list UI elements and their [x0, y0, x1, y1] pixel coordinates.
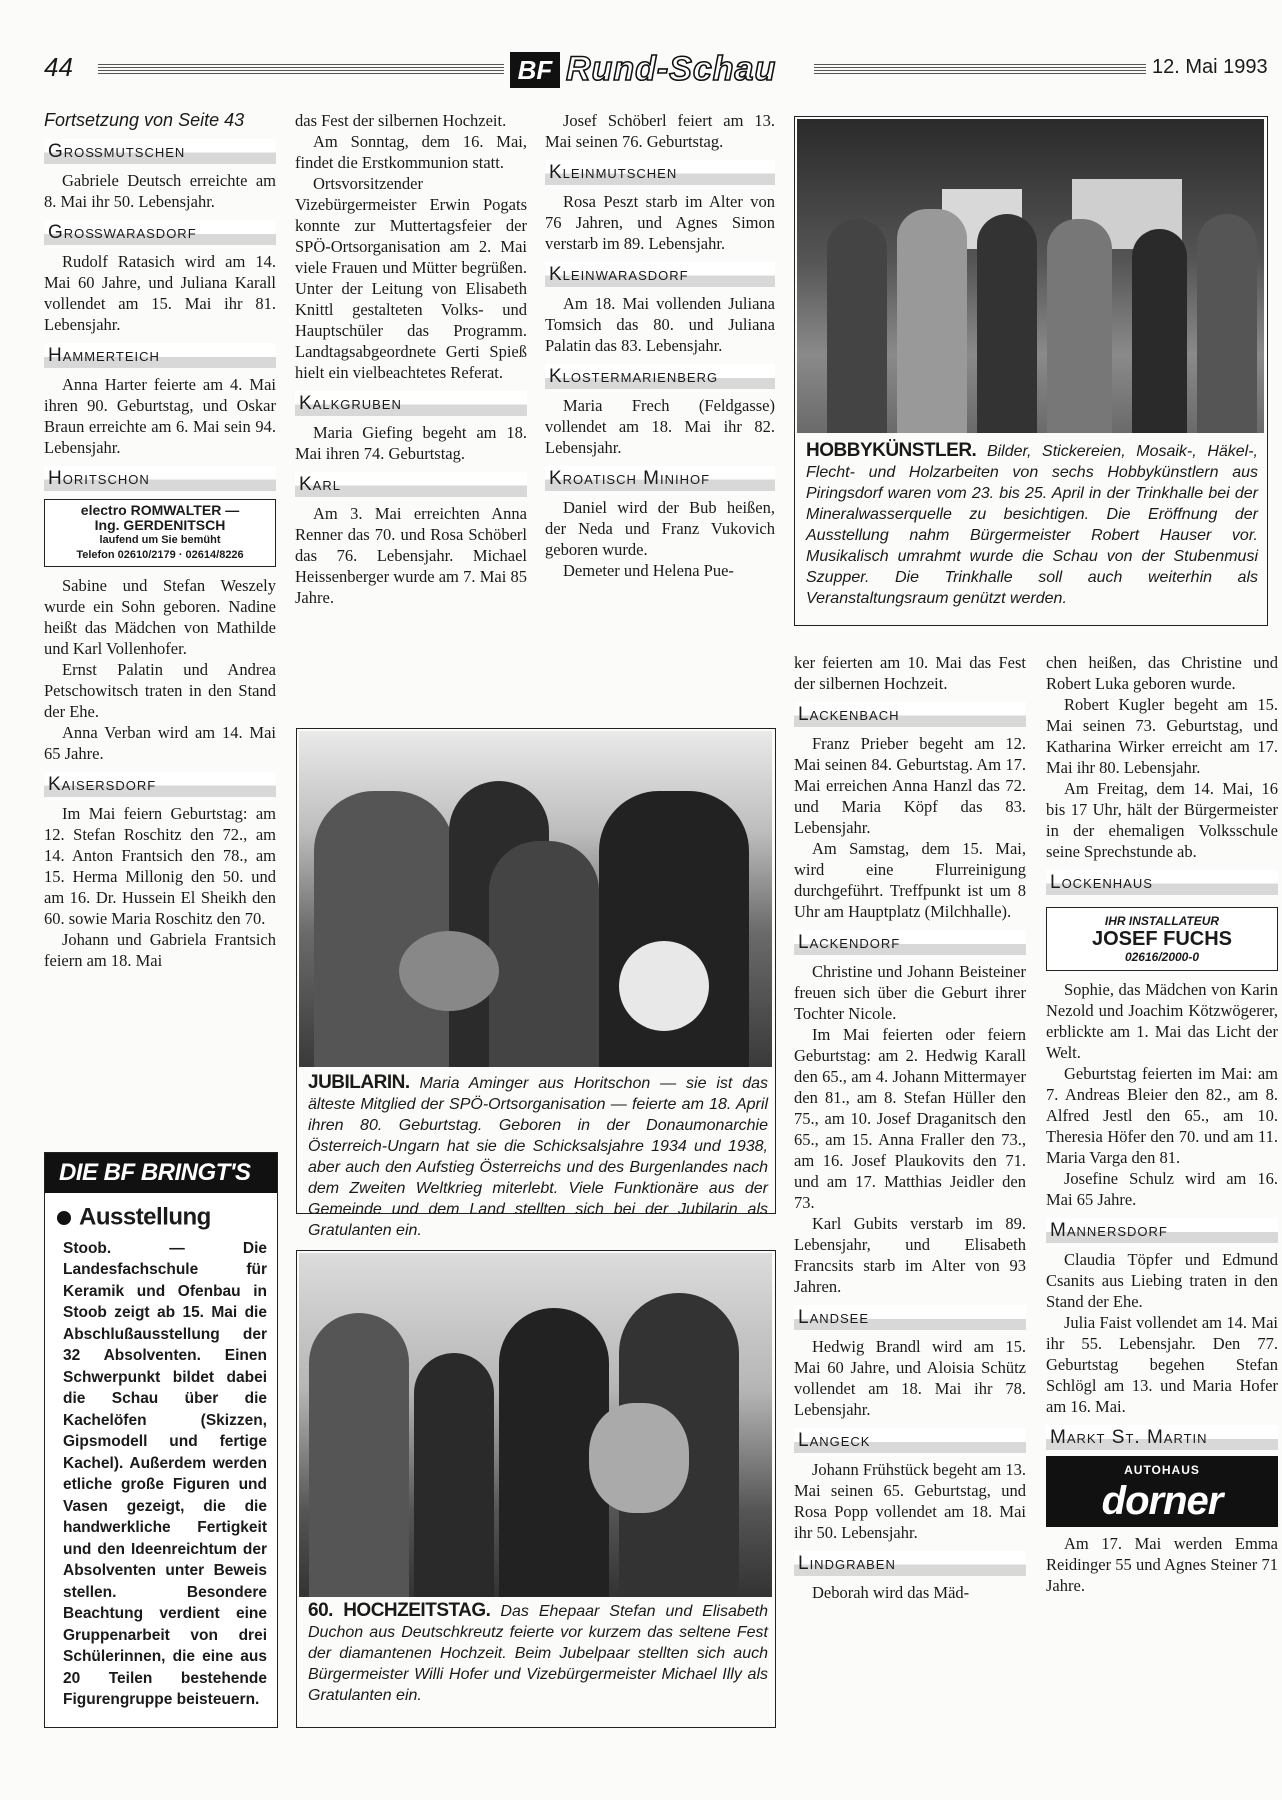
heading-hammerteich: Hammerteich [44, 343, 276, 368]
paragraph: Gabriele Deutsch erreichte am 8. Mai ihr 50. Lebensjahr. [44, 171, 276, 211]
column-5 [1046, 652, 1278, 1596]
hochzeit-photo [299, 1253, 772, 1597]
caption-lead: JUBILARIN. [308, 1072, 410, 1093]
paragraph: Ernst Palatin und Andrea Petschowitsch traten in den Stand der Ehe. [44, 660, 276, 721]
ad-line: JOSEF FUCHS [1091, 928, 1233, 950]
caption-text: Das Ehepaar Stefan und Elisabeth Duchon aus Deutschkreutz feierte vor kurzem das seltene Fest der diamantenen Hochzeit. Beim Jubelpaar stellten sich auch Bürgermeister Willi Hofer und Vizebürgermeister Michael Illy als Gratulanten ein. [308, 1603, 768, 1704]
ad-line: Telefon 02610/2179 · 02614/8226 [76, 549, 244, 561]
photo-person [977, 214, 1037, 433]
masthead-title: Rund-Schau [566, 50, 777, 88]
paragraph: Johann Frühstück begeht am 13. Mai seinen 65. Geburtstag, und Rosa Popp vollendet am 18. Mai ihr 50. Lebensjahr. [794, 1460, 1027, 1542]
paragraph: Franz Prieber begeht am 12. Mai seinen 84. Geburtstag. Am 17. Mai erreichen Anna Hanzl das 72. und Maria Köpf das 83. Lebensjahr. [794, 734, 1026, 837]
heading-karl: Karl [295, 472, 527, 497]
photo-bouquet [589, 1403, 689, 1513]
paragraph: Im Mai feiern Geburtstag: am 12. Stefan Roschitz den 72., am 14. Anton Frantsich den 78., am 15. Herma Millonig den 50. und am 16. Dr. Hussein El Sheikh den 60. sowie Maria Roschitz den 70. [44, 804, 276, 928]
ad-line: IHR INSTALLATEUR [1104, 914, 1220, 928]
dorner-logo: dorner [1101, 1479, 1223, 1523]
heading-grossmutschen: Großmutschen [44, 139, 276, 164]
header-rule-right [814, 64, 1146, 74]
photo-person [1197, 214, 1257, 433]
paragraph: Robert Kugler begeht am 15. Mai seinen 73. Geburtstag, und Katharina Wirker erreicht am 17. Mai ihr 80. Lebensjahr. [1046, 695, 1278, 777]
heading-landsee: Landsee [794, 1305, 1026, 1330]
heading-kleinmutschen: Kleinmutschen [545, 160, 775, 185]
paragraph: Maria Frech (Feldgasse) vollendet am 18. Mai ihr 82. Lebensjahr. [545, 396, 775, 457]
paragraph: Anna Harter feierte am 4. Mai ihren 90. Geburtstag, und Oskar Braun erreichte am 6. Mai sein 94. Lebensjahr. [44, 375, 276, 457]
caption-lead: 60. HOCHZEITSTAG. [308, 1600, 491, 1621]
jubilarin-caption [308, 1072, 768, 1241]
paragraph: Deborah wird das Mäd- [812, 1583, 970, 1602]
paragraph: das Fest der silbernen Hochzeit. [295, 111, 507, 130]
continuation-note: Fortsetzung von Seite 43 [44, 110, 245, 130]
paragraph: Josef Schöberl feiert am 13. Mai seinen 76. Geburtstag. [545, 111, 775, 151]
paragraph: Am Samstag, dem 15. Mai, wird eine Flurreinigung durchgeführt. Treffpunkt ist um 8 Uhr am Hauptplatz (Milchhalle). [794, 839, 1026, 921]
header-rule-left [98, 64, 504, 74]
paragraph: Ortsvorsitzender Vizebürgermeister Erwin Pogats konnte zur Muttertagsfeier der SPÖ-Ortsorganisation am 2. Mai viele Frauen und Mütter begrüßen. Unter der Leitung von Elisabeth Knittl gestalteten Volks- und Hauptschüler das Programm. Landtagsabgeordnete Gerti Spieß hielt ein vielbeachtetes Referat. [295, 174, 527, 382]
paragraph: ker feierten am 10. Mai das Fest der silbernen Hochzeit. [794, 653, 1026, 693]
heading-lackendorf: Lackendorf [794, 930, 1026, 955]
ad-line: electro ROMWALTER — [80, 502, 240, 518]
hochzeit-caption [308, 1600, 768, 1706]
bf-bringts-body: Stoob. — Die Landesfachschule für Keramik und Ofenbau in Stoob zeigt ab 15. Mai die Abschlußausstellung der 32 Absolventen. Einen Schwerpunkt bildet dabei die Schau über die Kachelöfen (Skizzen, Gipsmodell und fertige Kachel). Außerdem werden etliche große Figuren und Vasen gezeigt, die die handwerkliche Fertigkeit und den Ideenreichtum der Absolventen unter Beweis stellen. Besondere Beachtung verdient eine Gruppenarbeit von drei Schülerinnen, die eine aus 20 Teilen bestehende Figurengruppe beisteuern. [63, 1239, 267, 1709]
photo-person [309, 1313, 409, 1597]
photo-bouquet [399, 931, 499, 1011]
paragraph: Im Mai feierten oder feiern Geburtstag: am 2. Hedwig Karall den 65., am 4. Johann Mittermayer den 81., am 8. Stefan Hüller den 75., am 10. Josef Draganitsch den 65., am 15. Anna Fraller den 73., am 16. Josef Plaukovits den 71. und am 17. Matthias Jeidler den 73. [794, 1025, 1026, 1212]
page-date: 12. Mai 1993 [1152, 56, 1268, 78]
photo-person [1132, 229, 1187, 433]
caption-text: Bilder, Stickereien, Mosaik-, Häkel-, Flecht- und Holzarbeiten von sechs Hobbykünstlern aus Piringsdorf waren vom 23. bis 25. April in der Trinkhalle bei der Mineralwasserquelle zu besichtigen. Die Eröffnung der Ausstellung nahm Bürgermeister Robert Hauser vor. Musikalisch umrahmt wurde die Schau von der Stubenmusi Szupper. Die Trinkhalle soll auch weiterhin als Veranstaltungsraum genützt werden. [806, 443, 1258, 607]
heading-kleinwarasdorf: Kleinwarasdorf [545, 262, 775, 287]
heading-grosswarasdorf: Großwarasdorf [44, 220, 276, 245]
heading-kroatisch-minihof: Kroatisch Minihof [545, 466, 775, 491]
bf-bringts-box [44, 1152, 278, 1728]
photo-person [489, 841, 599, 1067]
heading-horitschon: Horitschon [44, 466, 276, 491]
heading-kaisersdorf: Kaisersdorf [44, 772, 276, 797]
photo-person [1047, 219, 1112, 433]
bf-bringts-subtitle: Ausstellung [79, 1203, 211, 1231]
paragraph: Anna Verban wird am 14. Mai 65 Jahre. [44, 723, 276, 763]
caption-text: Maria Aminger aus Horitschon — sie ist das älteste Mitglied der SPÖ-Ortsorganisation — feierte am 18. April ihren 80. Geburtstag. Geboren in der Donaumonarchie Österreich-Ungarn hat sie die Schicksalsjahre 1934 und 1938, aber auch den Aufstieg Österreichs und des Burgenlandes nach dem Zweiten Weltkrieg miterlebt. Viele Funktionäre aus der Gemeinde und dem Land stellten sich bei der Jubilarin als Gratulanten ein. [308, 1075, 768, 1239]
paragraph: Karl Gubits verstarb im 89. Lebensjahr, und Elisabeth Francsits starb im Alter von 93 Jahren. [794, 1214, 1026, 1296]
paragraph: Daniel wird der Bub heißen, der Neda und Franz Vukovich geboren wurde. [545, 498, 775, 559]
paragraph: Am 17. Mai werden Emma Reidinger 55 und Agnes Steiner 71 Jahre. [1046, 1534, 1278, 1595]
bullet-icon [57, 1211, 71, 1225]
jubilarin-photo [299, 731, 772, 1067]
paragraph: Am Freitag, dem 14. Mai, 16 bis 17 Uhr, hält der Bürgermeister in der ehemaligen Volksschule seine Sprechstunde ab. [1046, 779, 1278, 861]
hobby-caption [806, 440, 1258, 609]
heading-lindgraben: Lindgraben [794, 1551, 1026, 1576]
paragraph: Maria Giefing begeht am 18. Mai ihren 74. Geburtstag. [295, 423, 527, 463]
paragraph: chen heißen, das Christine und Robert Luka geboren wurde. [1046, 653, 1278, 693]
heading-klostermarienberg: Klostermarienberg [545, 364, 775, 389]
paragraph: Hedwig Brandl wird am 15. Mai 60 Jahre, und Aloisia Schütz vollendet am 18. Mai ihr 78. Lebensjahr. [794, 1337, 1026, 1419]
paragraph: Am 3. Mai erreichten Anna Renner das 70. und Rosa Schöberl das 76. Lebensjahr. Michael Heissenberger wurde am 7. Mai 85 Jahre. [295, 504, 527, 607]
column-2 [295, 110, 527, 608]
ad-autohaus-dorner [1046, 1456, 1278, 1527]
bf-bringts-subtitle-row [45, 1193, 277, 1238]
paragraph: Claudia Töpfer und Edmund Csanits aus Liebing traten in den Stand der Ehe. [1046, 1250, 1278, 1311]
ad-josef-fuchs [1046, 907, 1278, 971]
paragraph: Johann und Gabriela Frantsich feiern am 18. Mai [44, 930, 276, 970]
paragraph: Demeter und Helena Pue- [563, 561, 734, 580]
hobby-photo [797, 119, 1264, 433]
paragraph: Christine und Johann Beisteiner freuen sich über die Geburt ihrer Tochter Nicole. [794, 962, 1026, 1023]
heading-lockenhaus: Lockenhaus [1046, 870, 1278, 895]
photo-person [897, 209, 967, 433]
masthead-logo: BF [510, 52, 560, 88]
paragraph: Josefine Schulz wird am 16. Mai 65 Jahre. [1046, 1169, 1278, 1209]
photo-person [827, 219, 887, 433]
photo-person [314, 791, 454, 1067]
paragraph: Geburtstag feierten im Mai: am 7. Andreas Bleier den 82., am 8. Alfred Jestl den 65., am 10. Theresia Höfer den 70. und am 11. Maria Varga den 81. [1046, 1064, 1278, 1167]
paragraph: Rudolf Ratasich wird am 14. Mai 60 Jahre, und Juliana Karall vollendet am 15. Mai ihr 81. Lebensjahr. [44, 252, 276, 334]
photo-plate [619, 941, 709, 1031]
caption-lead: HOBBYKÜNSTLER. [806, 440, 977, 461]
paragraph: Sabine und Stefan Weszely wurde ein Sohn geboren. Nadine heißt das Mädchen von Mathilde und Karl Vollenhofer. [44, 576, 276, 658]
paragraph: Am 18. Mai vollenden Juliana Tomsich das 80. und Juliana Palatin das 83. Lebensjahr. [545, 294, 775, 355]
paragraph: Sophie, das Mädchen von Karin Nezold und Joachim Kötzwögerer, erblickte am 1. Mai das Licht der Welt. [1046, 980, 1278, 1062]
heading-mannersdorf: Mannersdorf [1046, 1218, 1278, 1243]
paragraph: Rosa Peszt starb im Alter von 76 Jahren, und Agnes Simon verstarb im 89. Lebensjahr. [545, 192, 775, 253]
heading-langeck: Langeck [794, 1428, 1026, 1453]
column-4 [794, 652, 1026, 1603]
ad-line: Ing. GERDENITSCH [94, 517, 226, 533]
paragraph: Am Sonntag, dem 16. Mai, findet die Erstkommunion statt. [295, 132, 527, 172]
photo-person [414, 1353, 494, 1597]
ad-electro-romwalter [44, 499, 276, 567]
column-3 [545, 110, 775, 581]
ad-line: 02616/2000-0 [1124, 950, 1200, 964]
ad-line: laufend um Sie bemüht [99, 534, 221, 546]
ad-line: AUTOHAUS [1124, 1463, 1200, 1477]
paragraph: Julia Faist vollendet am 14. Mai ihr 55. Lebensjahr. Den 77. Geburtstag begehen Stefan Schlögl am 13. und Maria Hofer am 16. Mai. [1046, 1313, 1278, 1416]
column-1 [44, 110, 276, 971]
heading-kalkgruben: Kalkgruben [295, 391, 527, 416]
bf-bringts-title: DIE BF BRINGT'S [45, 1153, 277, 1193]
page-number: 44 [44, 52, 73, 82]
heading-lackenbach: Lackenbach [794, 702, 1026, 727]
heading-markt-st-martin: Markt St. Martin [1046, 1425, 1278, 1450]
